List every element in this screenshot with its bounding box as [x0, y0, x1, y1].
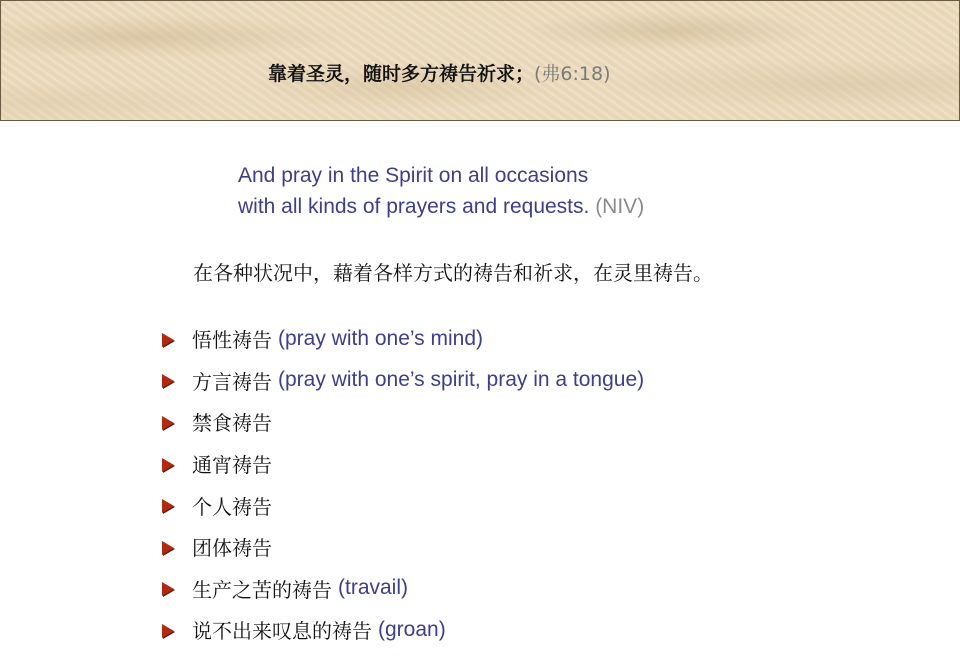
- triangle-bullet-icon: [162, 374, 174, 388]
- english-verse: [238, 160, 644, 222]
- verse-reference: (弗6:18): [534, 63, 611, 85]
- list-item: [162, 568, 644, 610]
- title-banner: [0, 0, 960, 121]
- triangle-bullet-icon: [162, 458, 174, 472]
- item-english: (travail): [338, 576, 409, 600]
- triangle-bullet-icon: [162, 582, 174, 596]
- item-english: (groan): [378, 617, 446, 641]
- version-label: (NIV): [595, 195, 645, 218]
- item-chinese: 团体祷告: [192, 536, 272, 561]
- list-item: [162, 443, 644, 485]
- english-line-2: [238, 191, 644, 222]
- triangle-bullet-icon: [162, 416, 174, 430]
- item-chinese: 禁食祷告: [192, 411, 272, 436]
- page-title: [268, 59, 611, 86]
- list-item: [162, 526, 644, 568]
- list-item: [162, 484, 644, 526]
- triangle-bullet-icon: [162, 333, 174, 347]
- prayer-types-list: [162, 318, 644, 651]
- item-chinese: 悟性祷告: [192, 328, 272, 353]
- item-chinese: 生产之苦的祷告: [192, 577, 332, 602]
- item-english: (pray with one’s spirit, pray in a tongue): [278, 368, 645, 392]
- list-item: [162, 360, 644, 402]
- triangle-bullet-icon: [162, 541, 174, 555]
- triangle-bullet-icon: [162, 624, 174, 638]
- item-english: (pray with one’s mind): [278, 326, 484, 350]
- item-chinese: 个人祷告: [192, 494, 272, 519]
- chinese-summary: 在各种状况中，藉着各样方式的祷告和祈求，在灵里祷告。: [193, 261, 713, 285]
- item-chinese: 通宵祷告: [192, 453, 272, 478]
- english-line-2-text: with all kinds of prayers and requests.: [238, 195, 590, 218]
- english-line-1: And pray in the Spirit on all occasions: [238, 164, 589, 187]
- item-chinese: 说不出来叹息的祷告: [192, 619, 372, 644]
- list-item: [162, 318, 644, 360]
- item-chinese: 方言祷告: [192, 369, 272, 394]
- list-item: [162, 401, 644, 443]
- triangle-bullet-icon: [162, 499, 174, 513]
- verse-text: 靠着圣灵，随时多方祷告祈求；: [268, 63, 535, 85]
- list-item: [162, 609, 644, 651]
